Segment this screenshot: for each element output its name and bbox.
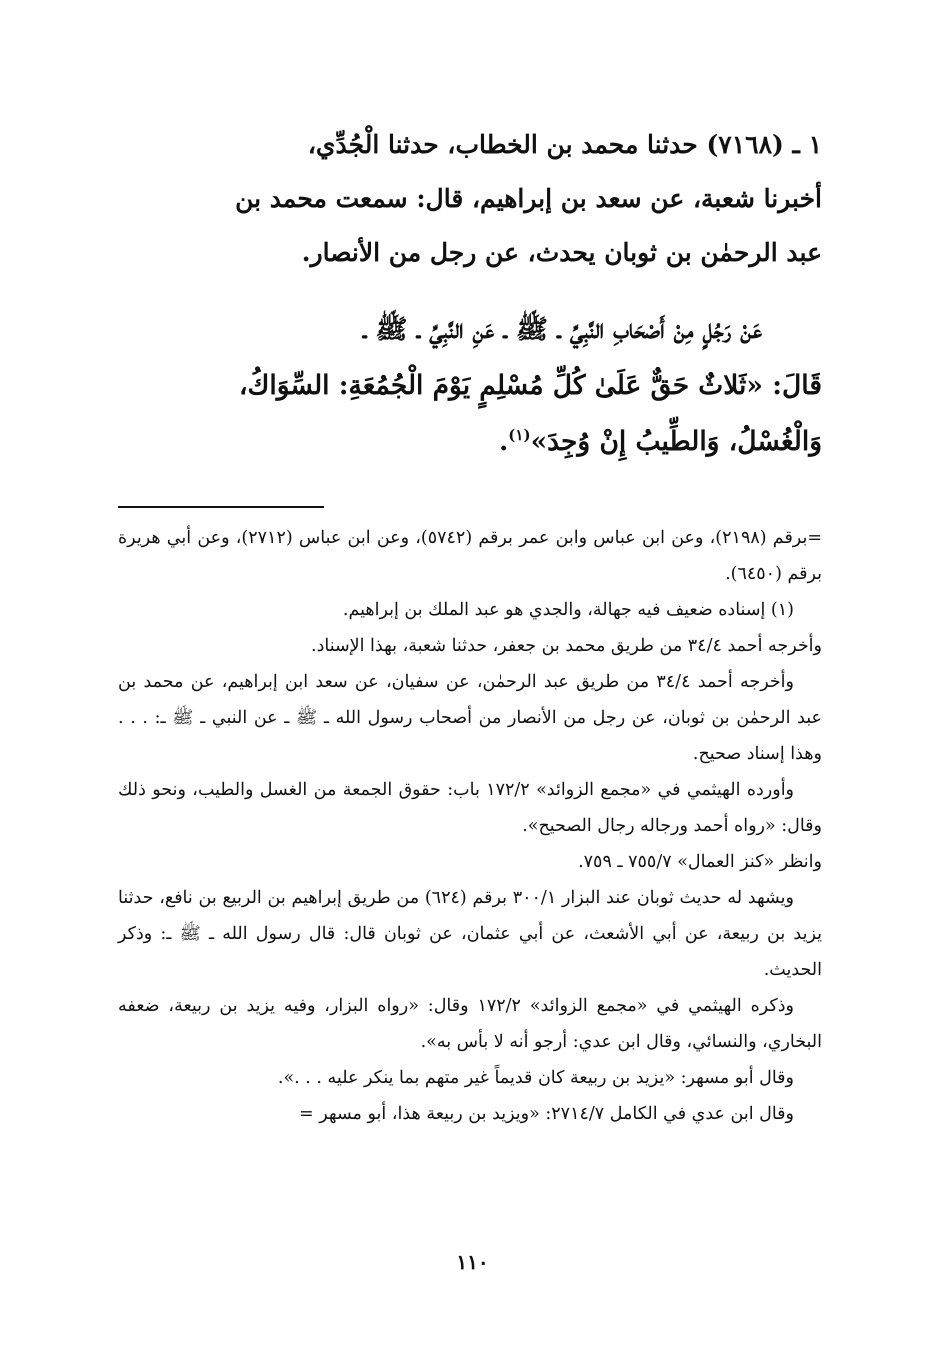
footnote-paragraph: وأورده الهيثمي في «مجمع الزوائد» ١٧٢/٢ باب: حقوق الجمعة من الغسل والطيب، ونحو ذلك وقال: «رواه أحمد ورجاله رجال الصحيح». (118, 780, 822, 836)
page-number: ١١٠ (456, 1250, 489, 1274)
footnote-paragraph: وانظر «كنز العمال» ٧٥٥/٧ ـ ٧٥٩. (578, 852, 822, 872)
isnad-line-2: أخبرنا شعبة، عن سعد بن إبراهيم، قال: سمعت محمد بن (235, 184, 822, 213)
footnote-marker[interactable]: (١) (508, 426, 531, 445)
isnad-line-1: ١ ـ (٧١٦٨) حدثنا محمد بن الخطاب، حدثنا الْجُدِّي، (307, 130, 822, 159)
hadith-line-2: قَالَ: «ثَلاثٌ حَقٌّ عَلَىٰ كُلِّ مُسْلِمٍ يَوْمَ الْجُمُعَةِ: السِّوَاكُ، (239, 370, 822, 401)
footnote-paragraph: وأخرجه أحمد ٣٤/٤ من طريق محمد بن جعفر، حدثنا شعبة، بهذا الإسناد. (311, 636, 822, 656)
footnote-continuation: =برقم (٢١٩٨)، وعن ابن عباس وابن عمر برقم (٥٧٤٢)، وعن ابن عباس (٢٧١٢)، وعن أبي هريرة برقم (٦٤٥٠). (118, 528, 822, 584)
footnote-paragraph: وذكره الهيثمي في «مجمع الزوائد» ١٧٢/٢ وقال: «رواه البزار، وفيه يزيد بن ربيعة، ضعفه البخاري، والنسائي، وقال ابن عدي: أرجو أنه لا بأس به». (118, 996, 822, 1052)
isnad-line-3: عبد الرحمٰن بن ثوبان يحدث، عن رجل من الأنصار. (301, 238, 822, 267)
book-page (118, 118, 822, 1132)
footnote-divider (118, 506, 324, 508)
hadith-line-3-text: وَالْغُسْلُ، وَالطِّيبُ إِنْ وُجِدَ» (530, 426, 822, 457)
footnote-paragraph: وقال ابن عدي في الكامل ٢٧١٤/٧: «ويزيد بن ربيعة هذا، أبو مسهر = (299, 1104, 794, 1124)
isnad-text (118, 118, 822, 280)
footnote-paragraph: وأخرجه أحمد ٣٤/٤ من طريق عبد الرحمٰن، عن سفيان، عن سعد ابن إبراهيم، عن محمد بن عبد الرحمٰن بن ثوبان، عن رجل من الأنصار من أصحاب رسول الله ـ ﷺ ـ عن النبي ـ ﷺ ـ: . . . وهذا إسناد صحيح. (118, 672, 822, 764)
footnote-paragraph: ويشهد له حديث ثوبان عند البزار ٣٠٠/١ برقم (٦٢٤) من طريق إبراهيم بن الربيع بن نافع، حدثنا يزيد بن ربيعة، عن أبي الأشعث، عن أبي عثمان، عن ثوبان قال: قال رسول الله ـ ﷺ ـ: وذكر الحديث. (118, 888, 822, 980)
hadith-end-period: . (499, 426, 509, 457)
hadith-text (118, 302, 822, 470)
footnotes (118, 520, 822, 1132)
footnote-1: (١) إسناده ضعيف فيه جهالة، والجدي هو عبد الملك بن إبراهيم. (342, 600, 794, 620)
footnote-paragraph: وقال أبو مسهر: «يزيد بن ربيعة كان قديماً غير متهم بما ينكر عليه . . .». (277, 1068, 794, 1088)
hadith-line-3 (118, 414, 822, 470)
hadith-line-1: عَنْ رَجُلٍ مِنْ أَصْحَابِ النَّبِيِّ ـ ﷺ ـ عَنِ النَّبِيِّ ـ ﷺ ـ (362, 314, 762, 345)
